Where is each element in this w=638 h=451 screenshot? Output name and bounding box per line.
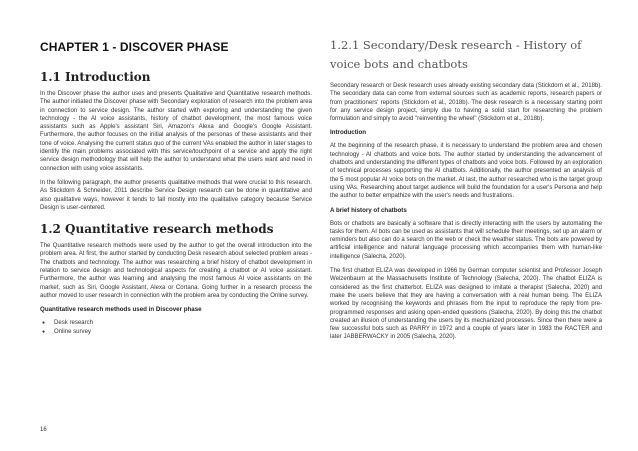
intro-paragraph-1: In the Discover phase the author uses and presents Qualitative and Quantitative research methods. The author initiated the Discover phase with Secondary exploration of research into the problem area in connection to service design. The author started with exploring and understanding the given technology - the AI voice assistants, history of chatbot development, the most famous voice assistants such as Apple's assistant Siri, Amazon's Alexa and Google's Google Assistant. Furthermore, the author focuses on the initial analysis of the personas of these assistants and their tone of voice. Analysing the current status quo of the current VAs enabled the author in later stages to identify the main problems associated with this service/touchpoint of a service and apply the right service design methodology that will help the author to understand what the users want and need in connection with using voice assistants. bbox=[40, 91, 312, 172]
introduction-subheading: Introduction bbox=[330, 129, 367, 137]
history-subheading: A brief history of chatbots bbox=[330, 206, 407, 214]
intro-heading: 1.1 Introduction bbox=[40, 70, 151, 84]
right-column bbox=[330, 36, 602, 348]
list-item: ● Online survey bbox=[54, 328, 312, 337]
left-column bbox=[40, 36, 312, 337]
intro-paragraph-2: In the following paragraph, the author presents qualitative methods that were crucial to this research. As Stickdorn & Schneider, 2011 describe Service Design research can be done in quantitative and also qualitative ways, however it tends to fall mostly into the qualitative category because Service Design is user-centered. bbox=[40, 179, 312, 211]
list-item: ● Desk research bbox=[54, 319, 312, 328]
methods-subheading: Quantitative research methods used in Discover phase bbox=[40, 306, 202, 314]
quantitative-paragraph: The Quantitative research methods were used by the author to get the overall introduction into the problem area. At first, the author started by conducting Desk research about selected problem areas - The chatbots and technology. The author was researching a brief history of chatbot development in relation to service design and technological aspects for creating a chatbot or AI voice assistant. Furthermore, the author was learning and analysing the most famous AI voice assistants on the market, such as Siri, Google Assistant, Alexa or Cortana. Going further in a research process the author moved to user research in connection with the problem area by conducting the Online survey. bbox=[40, 243, 312, 299]
quantitative-heading: 1.2 Quantitative research methods bbox=[40, 222, 274, 237]
history-paragraph-2: The first chatbot ELIZA was developed in 1966 by German computer scientist and Professor Joseph Weizenbaum at the Massachusetts Institute of Technology (Salecha, 2020). The chatbot ELIZA is considered as the first chatterbot. ELIZA was designed to imitate a therapist (Salecha, 2020) and make the users believe that they are having a conversation with a real human being. The ELIZA worked by recognising the keywords and phrases from the input to reproduce the reply from pre-programmed responses and asking open-ended questions (Salecha, 2020). By doing this the chatbot created an illusion of understanding the users by its mechanized processes. Since then there were a few successful bots such as PARRY in 1972 and a couple of years later in 1983 the RACTER and later JABBERWACKY in 2005 (Salecha, 2020). bbox=[330, 268, 602, 341]
history-paragraph-1: Bots or chatbots are basically a software that is directly interacting with the users by automating the tasks for them. AI bots can be used as assistants that will schedule their meetings, set up an alarm or reminders but also can do a search on the web or check the weather status. The bots are powered by artificial intelligence and natural language processing which accompanies them with human-like intelligence (Salecha, 2020). bbox=[330, 220, 602, 260]
methods-list bbox=[40, 319, 312, 337]
chapter-title: CHAPTER 1 - DISCOVER PHASE bbox=[40, 40, 229, 54]
secondary-research-heading: 1.2.1 Secondary/Desk research - History of voice bots and chatbots bbox=[330, 38, 582, 71]
introduction-paragraph: At the beginning of the research phase, it is necessary to understand the problem area and chosen technology - AI chatbots and voice bots. The author started by understanding the advancement of chatbots and understanding the different types of chatbots and voice bots. Followed by an exploration of technical processes supporting the AI chatbots. Additionally, the author presented an analysis of the 5 most popular AI voice bots on the market. At last, the author researched who is the target group using VAs. Researching about target audience will build the foundation for a user's Persona and help the author to better empathize with the user's needs and frustrations. bbox=[330, 143, 602, 200]
secondary-paragraph: Secondary research or Desk research uses already existing secondary data (Stickdorn et al., 2018b). The secondary data can come from external sources such as academic reports, research papers or from practitioners' reports (Stickdorn et al., 2018b). The desk research is a necessary starting point for any service design project, simply due to having a solid start for researching the problem formulation and simply to avoid "reinventing the wheel" (Stickdorn et al., 2018b). bbox=[330, 83, 602, 123]
page-number: 16 bbox=[40, 427, 47, 433]
